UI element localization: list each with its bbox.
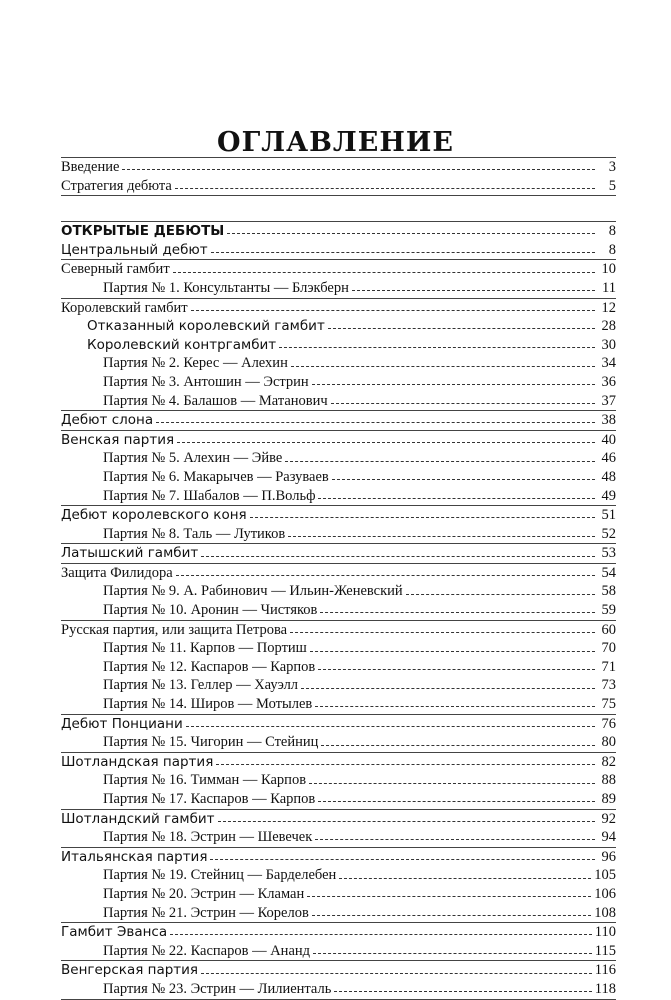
toc-entry[interactable] xyxy=(61,564,616,583)
toc-entry-page: 30 xyxy=(601,336,616,353)
toc-entry-title: Партия № 2. Керес — Алехин xyxy=(103,355,288,372)
toc-entry-page: 3 xyxy=(608,159,616,175)
toc-group xyxy=(61,961,616,999)
table-of-contents xyxy=(61,157,616,1000)
dot-leader xyxy=(279,346,595,348)
dot-leader xyxy=(309,782,595,784)
toc-entry[interactable] xyxy=(61,753,616,772)
toc-entry-page: 108 xyxy=(594,904,616,921)
toc-entry-title: Итальянская партия xyxy=(61,848,208,865)
dot-leader xyxy=(328,327,595,329)
toc-entry-page: 75 xyxy=(601,696,616,713)
dot-leader xyxy=(175,187,595,189)
dot-leader xyxy=(315,838,595,840)
toc-group xyxy=(61,621,616,715)
toc-entry-page: 82 xyxy=(601,753,616,770)
toc-entry-page: 60 xyxy=(601,621,616,638)
toc-entry[interactable] xyxy=(61,468,616,487)
toc-entry-title: Дебют Понциани xyxy=(61,715,183,732)
toc-group xyxy=(61,544,616,564)
toc-entry-page: 59 xyxy=(601,602,616,619)
toc-entry-title: Шотландский гамбит xyxy=(61,810,215,827)
toc-entry[interactable] xyxy=(61,942,616,961)
dot-leader xyxy=(312,914,591,916)
toc-entry-page: 40 xyxy=(601,431,616,448)
toc-entry-title: Партия № 17. Каспаров — Карпов xyxy=(103,791,316,807)
toc-entry[interactable] xyxy=(61,848,616,867)
toc-entry[interactable] xyxy=(61,828,616,847)
toc-entry-page: 52 xyxy=(601,525,616,542)
toc-entry[interactable] xyxy=(61,260,616,279)
toc-entry-page: 5 xyxy=(608,177,616,194)
dot-leader xyxy=(291,365,595,367)
dot-leader xyxy=(331,402,595,404)
dot-leader xyxy=(191,309,595,311)
toc-group xyxy=(61,715,616,753)
toc-entry-title: Партия № 19. Стейниц — Барделебен xyxy=(103,867,337,884)
toc-entry-page: 51 xyxy=(601,507,616,524)
toc-entry[interactable] xyxy=(61,431,616,450)
toc-entry-page: 110 xyxy=(594,924,616,941)
dot-leader xyxy=(318,800,595,802)
toc-entry-page: 76 xyxy=(601,715,616,732)
toc-group xyxy=(61,411,616,431)
dot-leader xyxy=(352,289,595,291)
toc-entry[interactable] xyxy=(61,885,616,904)
toc-entry[interactable] xyxy=(61,222,616,241)
toc-entry-page: 8 xyxy=(608,223,616,240)
toc-entry[interactable] xyxy=(61,544,616,563)
toc-entry-title: Отказанный королевский гамбит xyxy=(87,318,325,335)
toc-group xyxy=(61,260,616,298)
toc-entry[interactable] xyxy=(61,487,616,506)
toc-group xyxy=(61,848,616,923)
toc-entry[interactable] xyxy=(61,621,616,640)
toc-entry-page: 115 xyxy=(594,942,616,959)
dot-leader xyxy=(320,611,595,613)
toc-group xyxy=(61,431,616,506)
toc-entry[interactable] xyxy=(61,582,616,601)
toc-entry-page: 38 xyxy=(601,412,616,429)
dot-leader xyxy=(313,952,592,954)
toc-entry-title: Шотландская партия xyxy=(61,753,214,770)
toc-entry-page: 116 xyxy=(594,962,616,979)
toc-entry-page: 10 xyxy=(601,261,616,278)
toc-entry-page: 73 xyxy=(601,677,616,694)
toc-entry[interactable] xyxy=(61,923,616,942)
dot-leader xyxy=(310,650,595,652)
dot-leader xyxy=(227,232,595,234)
dot-leader xyxy=(332,478,595,480)
toc-entry-title: Партия № 7. Шабалов — П.Вольф xyxy=(103,487,316,504)
dot-leader xyxy=(301,687,595,689)
toc-entry-title: Партия № 21. Эстрин — Корелов xyxy=(103,904,309,921)
dot-leader xyxy=(406,593,595,595)
page-title: ОГЛАВЛЕНИЕ xyxy=(217,127,454,158)
dot-leader xyxy=(201,555,595,557)
dot-leader xyxy=(201,972,592,974)
toc-entry-page: 89 xyxy=(601,791,616,807)
dot-leader xyxy=(216,763,595,765)
toc-entry-title: Партия № 15. Чигорин — Стейниц xyxy=(103,734,319,751)
dot-leader xyxy=(339,877,591,879)
toc-entry-title: Партия № 6. Макарычев — Разуваев xyxy=(103,468,329,485)
toc-entry[interactable] xyxy=(61,980,616,999)
toc-entry-title: Латышский гамбит xyxy=(61,545,199,562)
dot-leader xyxy=(285,460,595,462)
toc-entry[interactable] xyxy=(61,354,616,373)
toc-entry-title: Королевский контргамбит xyxy=(87,336,277,353)
toc-entry[interactable] xyxy=(61,866,616,885)
toc-entry-title: ОТКРЫТЫЕ ДЕБЮТЫ xyxy=(61,223,225,240)
toc-entry[interactable] xyxy=(61,373,616,392)
toc-entry-title: Партия № 23. Эстрин — Лилиенталь xyxy=(103,980,332,997)
toc-entry-page: 46 xyxy=(601,450,616,467)
dot-leader xyxy=(321,744,595,746)
dot-leader xyxy=(170,933,592,935)
toc-entry[interactable] xyxy=(61,733,616,752)
toc-entry-page: 12 xyxy=(601,299,616,316)
dot-leader xyxy=(334,990,591,992)
toc-entry-title: Партия № 3. Антошин — Эстрин xyxy=(103,373,309,390)
toc-entry-page: 105 xyxy=(594,867,616,884)
dot-leader xyxy=(210,858,595,860)
toc-entry[interactable] xyxy=(61,639,616,658)
toc-entry-page: 80 xyxy=(601,734,616,751)
toc-entry-title: Защита Филидора xyxy=(61,564,173,581)
toc-entry-title: Партия № 18. Эстрин — Шевечек xyxy=(103,829,313,846)
toc-entry-title: Партия № 10. Аронин — Чистяков xyxy=(103,602,318,619)
toc-group xyxy=(61,299,616,412)
toc-entry[interactable] xyxy=(61,279,616,298)
toc-entry[interactable] xyxy=(61,317,616,336)
toc-entry-page: 71 xyxy=(601,658,616,675)
dot-leader xyxy=(315,705,595,707)
toc-entry-page: 58 xyxy=(601,583,616,600)
dot-leader xyxy=(307,895,591,897)
toc-entry[interactable] xyxy=(61,506,616,525)
toc-entry-page: 92 xyxy=(601,810,616,827)
toc-entry[interactable] xyxy=(61,177,616,196)
toc-entry-page: 36 xyxy=(601,373,616,390)
dot-leader xyxy=(122,168,595,170)
dot-leader xyxy=(250,516,595,518)
toc-entry-page: 8 xyxy=(608,241,616,258)
toc-entry-title: Партия № 16. Тимман — Карпов xyxy=(103,772,307,789)
toc-entry-title: Партия № 13. Геллер — Хауэлл xyxy=(103,677,299,694)
toc-entry-title: Партия № 1. Консультанты — Блэкберн xyxy=(103,279,349,296)
toc-entry[interactable] xyxy=(61,658,616,677)
toc-group xyxy=(61,506,616,544)
toc-entry-title: Партия № 12. Каспаров — Карпов xyxy=(103,658,316,675)
toc-entry[interactable] xyxy=(61,695,616,714)
toc-entry-title: Дебют слона xyxy=(61,412,154,429)
toc-entry-page: 96 xyxy=(601,848,616,865)
toc-group xyxy=(61,810,616,848)
dot-leader xyxy=(176,574,595,576)
toc-entry-page: 54 xyxy=(601,564,616,581)
toc-entry-page: 11 xyxy=(602,279,616,296)
dot-leader xyxy=(186,725,595,727)
toc-entry-title: Партия № 8. Таль — Лутиков xyxy=(103,525,286,542)
dot-leader xyxy=(290,631,595,633)
dot-leader xyxy=(318,668,595,670)
toc-entry-page: 37 xyxy=(601,392,616,409)
toc-entry[interactable] xyxy=(61,299,616,318)
toc-group xyxy=(61,564,616,621)
dot-leader xyxy=(312,383,595,385)
toc-entry-title: Стратегия дебюта xyxy=(61,177,172,194)
toc-entry-page: 28 xyxy=(601,318,616,335)
dot-leader xyxy=(156,421,595,423)
dot-leader xyxy=(288,535,595,537)
toc-entry-page: 49 xyxy=(601,487,616,504)
toc-entry[interactable] xyxy=(61,715,616,734)
toc-entry[interactable] xyxy=(61,449,616,468)
toc-entry[interactable] xyxy=(61,790,616,809)
section-gap xyxy=(61,196,616,222)
toc-entry-title: Центральный дебют xyxy=(61,241,208,258)
toc-entry-page: 70 xyxy=(601,640,616,657)
dot-leader xyxy=(318,497,595,499)
dot-leader xyxy=(211,251,595,253)
toc-entry-title: Партия № 14. Широв — Мотылев xyxy=(103,696,313,713)
toc-entry-page: 88 xyxy=(601,772,616,789)
toc-entry-page: 34 xyxy=(601,355,616,372)
dot-leader xyxy=(177,441,595,443)
toc-entry-title: Русская партия, или защита Петрова xyxy=(61,621,288,638)
toc-group xyxy=(61,158,616,196)
toc-entry[interactable] xyxy=(61,241,616,260)
toc-entry-title: Партия № 20. Эстрин — Кламан xyxy=(103,885,305,902)
toc-entry-title: Партия № 22. Каспаров — Ананд xyxy=(103,942,311,959)
toc-entry[interactable] xyxy=(61,904,616,923)
toc-entry[interactable] xyxy=(61,525,616,544)
toc-entry-title: Введение xyxy=(61,159,120,175)
toc-entry[interactable] xyxy=(61,810,616,829)
toc-entry-page: 118 xyxy=(594,980,616,997)
toc-entry-title: Королевский гамбит xyxy=(61,299,188,316)
toc-entry-page: 94 xyxy=(601,829,616,846)
toc-group xyxy=(61,923,616,961)
toc-entry-title: Партия № 5. Алехин — Эйве xyxy=(103,450,283,467)
toc-entry-title: Партия № 4. Балашов — Матанович xyxy=(103,392,328,409)
toc-entry[interactable] xyxy=(61,601,616,620)
toc-entry-title: Венгерская партия xyxy=(61,962,199,979)
toc-entry[interactable] xyxy=(61,336,616,355)
toc-entry-title: Гамбит Эванса xyxy=(61,924,168,941)
toc-entry[interactable] xyxy=(61,158,616,177)
toc-entry-page: 48 xyxy=(601,468,616,485)
dot-leader xyxy=(173,271,595,273)
toc-entry[interactable] xyxy=(61,411,616,430)
toc-entry[interactable] xyxy=(61,961,616,980)
toc-entry-page: 53 xyxy=(601,545,616,562)
dot-leader xyxy=(218,820,595,822)
toc-entry[interactable] xyxy=(61,771,616,790)
toc-entry-title: Венская партия xyxy=(61,431,175,448)
toc-entry-title: Дебют королевского коня xyxy=(61,507,247,524)
toc-entry[interactable] xyxy=(61,676,616,695)
toc-entry-title: Партия № 11. Карпов — Портиш xyxy=(103,640,307,657)
toc-entry-title: Партия № 9. А. Рабинович — Ильин-Женевский xyxy=(103,583,403,600)
toc-group xyxy=(61,222,616,260)
toc-entry-page: 106 xyxy=(594,885,616,902)
toc-entry[interactable] xyxy=(61,392,616,411)
toc-entry-title: Северный гамбит xyxy=(61,261,170,278)
toc-group xyxy=(61,753,616,810)
